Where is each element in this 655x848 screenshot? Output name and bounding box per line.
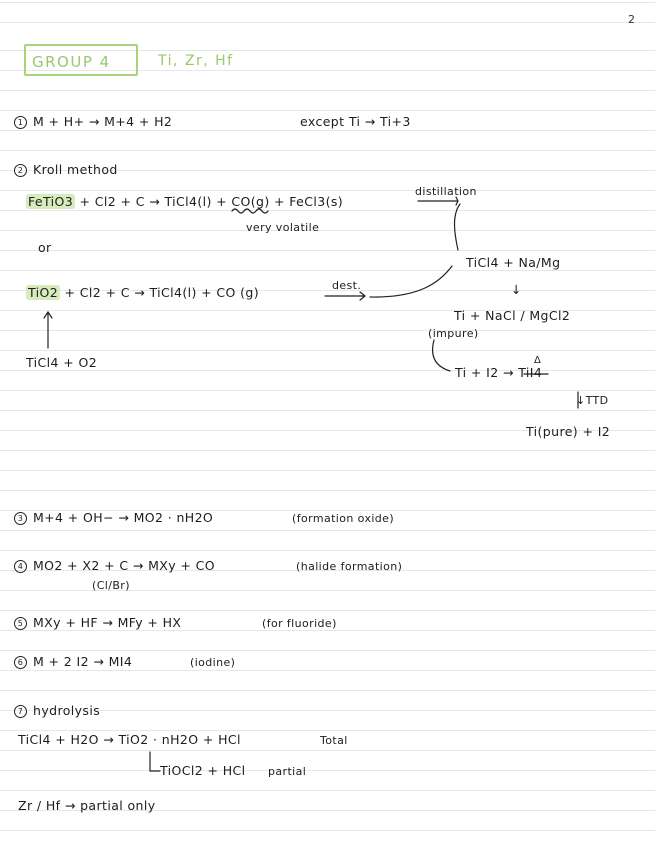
reaction-text: + Cl2 + C → TiCl4(l) + CO (g) bbox=[64, 285, 260, 300]
partial-label: partial bbox=[268, 765, 307, 778]
section-5-equation bbox=[14, 617, 181, 630]
page-subtitle: Ti, Zr, Hf bbox=[158, 53, 234, 69]
equation-text: MXy + HF → MFy + HX bbox=[33, 615, 182, 630]
ti-nacl-products: Ti + NaCl / MgCl2 bbox=[454, 308, 571, 323]
section-5-note: (for fluoride) bbox=[262, 617, 337, 630]
page-title: GROUP 4 bbox=[32, 53, 111, 71]
step-number: 2 bbox=[14, 164, 27, 177]
step-number: 7 bbox=[14, 705, 27, 718]
hydrolysis-equation: TiCl4 + H2O → TiO2 · nH2O + HCl bbox=[18, 732, 241, 747]
total-label: Total bbox=[320, 734, 348, 747]
reaction-text: + Cl2 + C → TiCl4(l) + CO(g) + FeCl3(s) bbox=[79, 194, 344, 209]
section-6-note: (iodine) bbox=[190, 656, 236, 669]
equation-text: M+4 + OH− → MO2 · nH2O bbox=[33, 510, 214, 525]
reactant-highlight: TiO2 bbox=[28, 285, 59, 300]
equation-text: M + H+ → M+4 + H2 bbox=[33, 114, 173, 129]
step-number: 4 bbox=[14, 560, 27, 573]
impure-label: (impure) bbox=[428, 327, 479, 340]
distillation-label: distillation bbox=[415, 185, 477, 198]
very-volatile-note: very volatile bbox=[246, 221, 320, 234]
section-1-note: except Ti → Ti+3 bbox=[300, 114, 411, 129]
step-number: 3 bbox=[14, 512, 27, 525]
pure-ti-products: Ti(pure) + I2 bbox=[526, 424, 611, 439]
dest-label: dest. bbox=[332, 279, 362, 292]
section-4-note: (halide formation) bbox=[296, 560, 403, 573]
section-7-heading bbox=[14, 705, 100, 718]
section-4-equation bbox=[14, 560, 215, 573]
section-3-equation bbox=[14, 512, 213, 525]
ttd-label: ↓TTD bbox=[576, 394, 609, 407]
equation-text: M + 2 I2 → MI4 bbox=[33, 654, 133, 669]
partial-equation: TiOCl2 + HCl bbox=[160, 763, 246, 778]
ticl4-na-mg: TiCl4 + Na/Mg bbox=[466, 255, 561, 270]
section-6-equation bbox=[14, 656, 132, 669]
heading-text: hydrolysis bbox=[33, 703, 101, 718]
ticl4-o2: TiCl4 + O2 bbox=[26, 355, 98, 370]
section-3-note: (formation oxide) bbox=[292, 512, 395, 525]
zr-hf-note: Zr / Hf → partial only bbox=[18, 798, 156, 813]
step-number: 1 bbox=[14, 116, 27, 129]
iodide-reaction: Ti + I2 → TiI4 bbox=[455, 365, 543, 380]
section-4-sub: (Cl/Br) bbox=[92, 579, 130, 592]
reactant-highlight: FeTiO3 bbox=[28, 194, 74, 209]
page-number: 2 bbox=[628, 13, 636, 26]
down-arrow-icon: ↓ bbox=[511, 282, 522, 297]
heading-text: Kroll method bbox=[33, 162, 118, 177]
step-number: 6 bbox=[14, 656, 27, 669]
heat-symbol: Δ bbox=[534, 355, 542, 366]
step-number: 5 bbox=[14, 617, 27, 630]
equation-text: MO2 + X2 + C → MXy + CO bbox=[33, 558, 216, 573]
or-label: or bbox=[38, 240, 52, 255]
